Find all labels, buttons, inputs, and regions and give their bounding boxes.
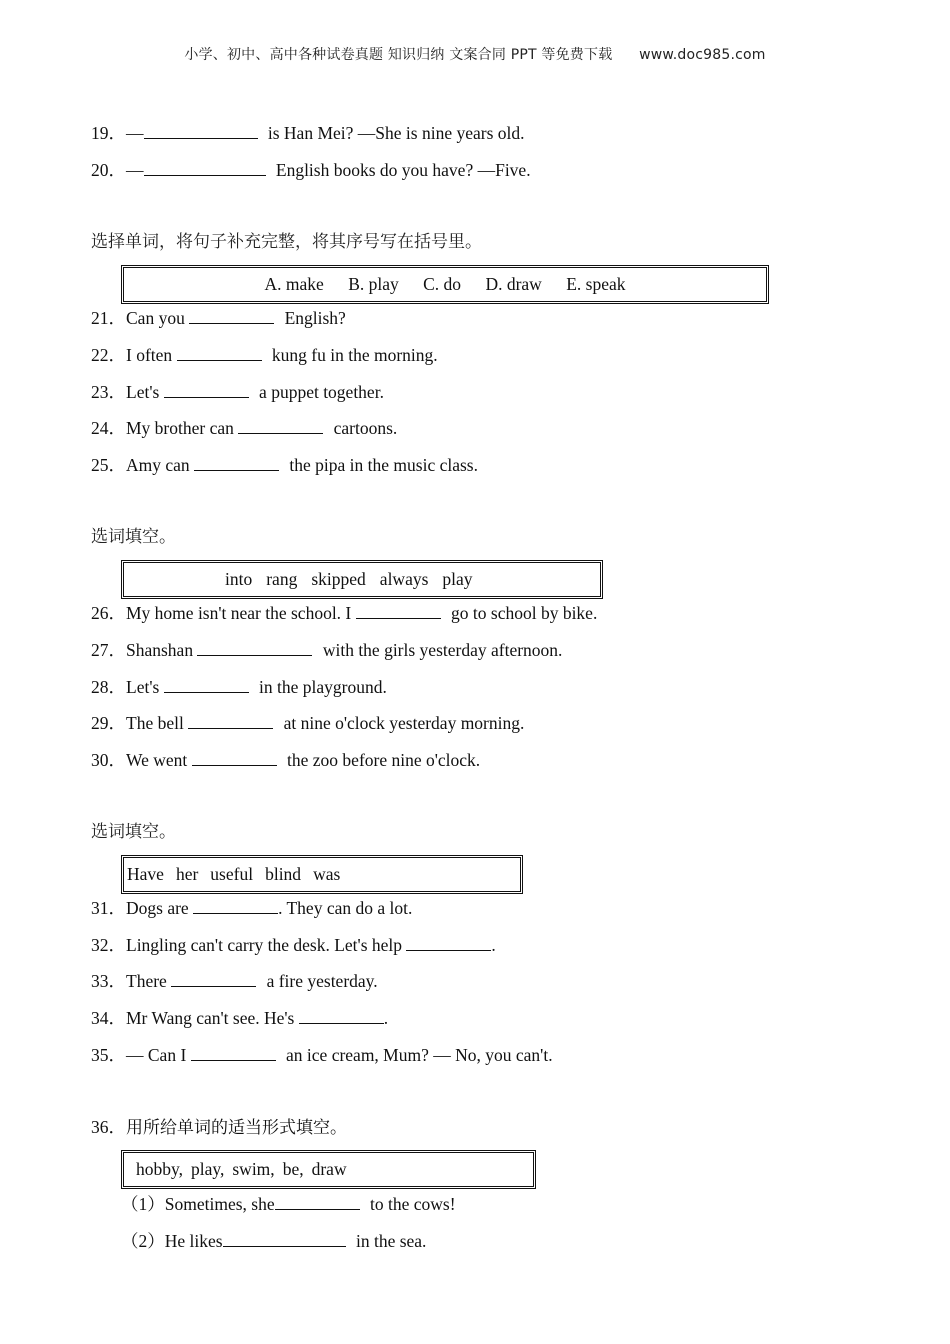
question-25 (91, 454, 478, 476)
question-27 (91, 639, 562, 661)
word-useful: useful (210, 864, 254, 884)
text-after: a puppet together. (254, 382, 384, 402)
question-number: 20． (91, 160, 126, 180)
section-3-instruction: 选词填空。 (91, 822, 176, 842)
word-play: play, (191, 1159, 225, 1179)
header-text: 小学、初中、高中各种试卷真题 知识归纳 文案合同 PPT 等免费下载 (184, 47, 613, 63)
answer-blank[interactable] (188, 712, 273, 729)
question-24 (91, 417, 397, 439)
text-after: the pipa in the music class. (285, 455, 478, 475)
question-22 (91, 344, 438, 366)
section-1-instruction: 选择单词，将句子补充完整，将其序号写在括号里。 (91, 232, 482, 252)
text-after: the zoo before nine o'clock. (282, 750, 481, 770)
text-after: an ice cream, Mum? — No, you can't. (281, 1045, 553, 1065)
question-number: 35． (91, 1045, 126, 1065)
option-e: E. speak (566, 274, 626, 294)
answer-blank[interactable] (164, 381, 249, 398)
dash: — (126, 160, 144, 180)
question-32 (91, 934, 496, 956)
text-before: Sometimes, she (164, 1194, 275, 1214)
word-bank-4 (121, 1150, 536, 1189)
text-before: My brother can (126, 418, 239, 438)
answer-blank[interactable] (223, 1230, 346, 1247)
question-36-part-1 (121, 1193, 456, 1215)
question-31 (91, 897, 412, 919)
text-after: . They can do a lot. (278, 898, 413, 918)
answer-blank[interactable] (197, 639, 312, 656)
text-before: We went (126, 750, 192, 770)
text-after: with the girls yesterday afternoon. (318, 640, 563, 660)
answer-blank[interactable] (194, 454, 279, 471)
text-before: — Can I (126, 1045, 191, 1065)
answer-blank[interactable] (144, 159, 266, 176)
text-after: kung fu in the morning. (267, 345, 438, 365)
text-after: in the playground. (254, 677, 387, 697)
text-after: at nine o'clock yesterday morning. (279, 713, 525, 733)
answer-blank[interactable] (171, 970, 256, 987)
text-before: The bell (126, 713, 189, 733)
section-2-instruction: 选词填空。 (91, 527, 176, 547)
answer-blank[interactable] (406, 934, 491, 951)
text-before: Shanshan (126, 640, 198, 660)
word-skipped: skipped (311, 569, 366, 589)
word-always: always (379, 569, 429, 589)
answer-blank[interactable] (193, 897, 278, 914)
text-before: Amy can (126, 455, 195, 475)
text-before: Let's (126, 677, 164, 697)
page-header (0, 44, 950, 64)
word-bank-3 (121, 855, 523, 894)
option-b: B. play (348, 274, 399, 294)
option-c: C. do (423, 274, 462, 294)
question-36-part-2 (121, 1230, 426, 1252)
question-number: 29． (91, 713, 126, 733)
question-text: English books do you have? —Five. (271, 160, 531, 180)
word-hobby: hobby, (136, 1159, 183, 1179)
question-number: 25． (91, 455, 126, 475)
text-after: . (491, 935, 496, 955)
header-url[interactable]: www.doc985.com (639, 47, 766, 63)
question-30 (91, 749, 480, 771)
question-number: 28． (91, 677, 126, 697)
question-number: 23． (91, 382, 126, 402)
text-after: to the cows! (365, 1194, 456, 1214)
option-a: A. make (264, 274, 324, 294)
answer-blank[interactable] (164, 676, 249, 693)
answer-blank[interactable] (192, 749, 277, 766)
question-number: 22． (91, 345, 126, 365)
question-21 (91, 307, 346, 329)
word-her: her (175, 864, 199, 884)
question-34 (91, 1007, 388, 1029)
text-after: cartoons. (329, 418, 398, 438)
answer-blank[interactable] (275, 1193, 360, 1210)
answer-blank[interactable] (191, 1044, 276, 1061)
sub-label: （1） (121, 1194, 165, 1214)
text-before: There (126, 971, 172, 991)
text-before: I often (126, 345, 177, 365)
word-have: Have (127, 864, 164, 884)
answer-blank[interactable] (177, 344, 262, 361)
question-28 (91, 676, 387, 698)
word-be: be, (282, 1159, 304, 1179)
question-number: 24． (91, 418, 126, 438)
text-after: . (383, 1008, 389, 1028)
question-number: 36． (91, 1117, 126, 1137)
word-swim: swim, (232, 1159, 275, 1179)
text-after: in the sea. (351, 1231, 427, 1251)
text-before: Let's (126, 382, 164, 402)
question-36 (91, 1116, 347, 1139)
answer-blank[interactable] (144, 122, 258, 139)
word-blind: blind (265, 864, 302, 884)
text-before: Mr Wang can't see. He's (126, 1008, 299, 1028)
question-number: 26． (91, 603, 126, 623)
text-after: English? (280, 308, 346, 328)
question-29 (91, 712, 524, 734)
option-d: D. draw (485, 274, 542, 294)
word-play: play (442, 569, 473, 589)
answer-blank[interactable] (356, 602, 441, 619)
text-before: Dogs are (126, 898, 194, 918)
question-number: 27． (91, 640, 126, 660)
word-rang: rang (266, 569, 298, 589)
dash: — (126, 123, 144, 143)
question-number: 30． (91, 750, 126, 770)
text-before: Can you (126, 308, 190, 328)
question-number: 32． (91, 935, 126, 955)
text-after: a fire yesterday. (262, 971, 378, 991)
question-19 (91, 122, 525, 144)
text-before: My home isn't near the school. I (126, 603, 356, 623)
sub-label: （2） (121, 1231, 165, 1251)
answer-blank[interactable] (189, 307, 274, 324)
question-23 (91, 381, 384, 403)
answer-blank[interactable] (299, 1007, 384, 1024)
question-33 (91, 970, 378, 992)
question-20 (91, 159, 531, 181)
question-number: 19． (91, 123, 126, 143)
question-number: 33． (91, 971, 126, 991)
word-into: into (225, 569, 253, 589)
word-was: was (313, 864, 341, 884)
word-draw: draw (311, 1159, 347, 1179)
text-before: Lingling can't carry the desk. Let's help (126, 935, 407, 955)
word-bank-2 (121, 560, 603, 599)
question-35 (91, 1044, 553, 1066)
question-number: 34． (91, 1008, 126, 1028)
text-before: He likes (164, 1231, 223, 1251)
answer-blank[interactable] (238, 417, 323, 434)
word-bank-1 (121, 265, 769, 304)
question-number: 21． (91, 308, 126, 328)
question-number: 31． (91, 898, 126, 918)
question-text: is Han Mei? —She is nine years old. (263, 123, 525, 143)
text-after: go to school by bike. (446, 603, 598, 623)
question-instruction: 用所给单词的适当形式填空。 (126, 1118, 347, 1138)
question-26 (91, 602, 597, 624)
